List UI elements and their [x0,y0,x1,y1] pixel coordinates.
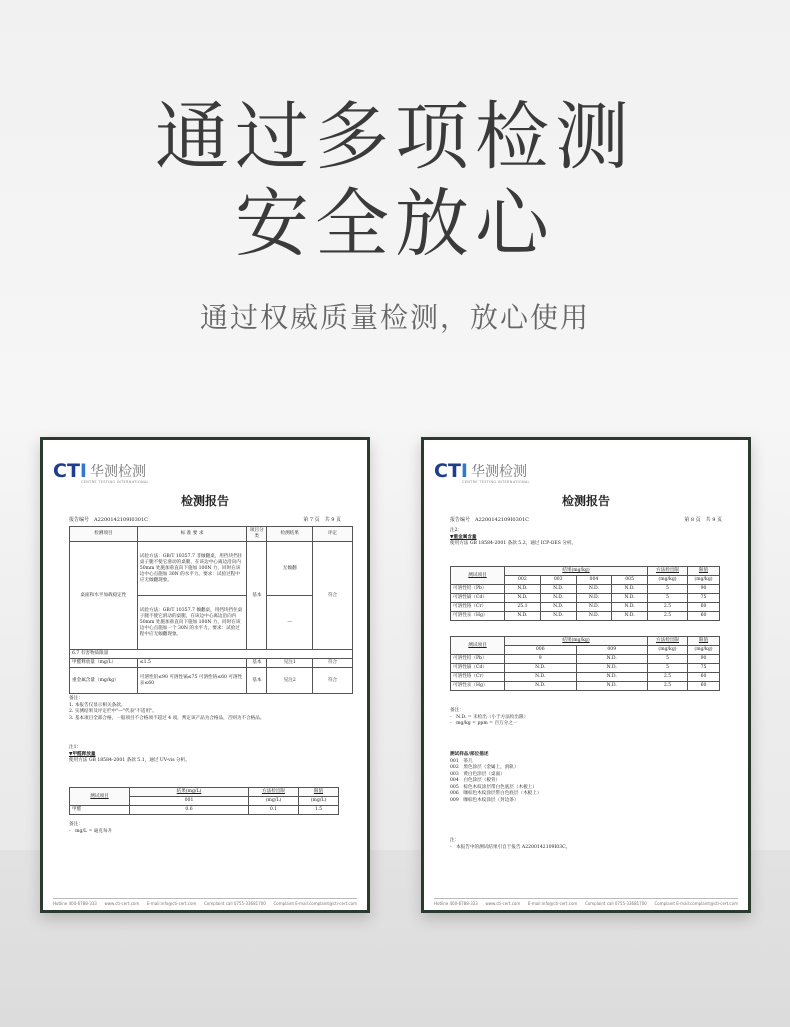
bottom-notes: 备注： - mg/L = 毫克每升 [69,822,113,834]
headline-line1: 通过多项检测 [155,94,635,180]
formaldehyde-table: 测试项目 结果(mg/L) 方法检出限 限值 001 (mg/L) (mg/L) 甲醛 0.6 0.1 1.5 [69,787,339,815]
report-sheet-left [40,437,370,913]
sample-descriptions: 测试样品/部位描述 001 茶几 002 黑色涂层（金属上，滑轨） 003 黄白色涂层（桌面） 004 白色涂层（板背） 005 棕色木纹涂层带白色底层（木板上） 006 咖棕色木纹涂层带白色底层（木板上） 009 咖棕色木纹涂层（封边条） [450,752,542,803]
note2-block: 注2： ▼重金属含量 使用方法 GB 18584-2001 条款 5.2，通过 ICP-OES 分析。 [450,528,577,546]
heavy-metal-table-1: 测试项目 结果(mg/kg) 方法检出限 限值 002 003 004 005 (mg/kg) (mg/kg) 可溶性铅（Pb） N.D. N.D. N.D. N.D. 5 90 可溶性镉（Cd） N.D. N.D. N.D. N.D. 5 75 可溶性铬（Cr） 25.1 N.D. N.D. N.D. 2.5 60 可溶性汞（Hg） N.D. N.D. N.D. N.D. 2.5 60 [450,566,720,621]
report-meta: 报告编号 A2200142109I0301C 第 8 页 共 9 页 [450,517,722,523]
report-footer: Hotline 400-6788-333 www.cti-cert.com E-mail:info@cti-cert.com Complaint call 0755-33681700 Complaint E-mail:complaint@cti-cert.com [53,898,357,906]
report-footer: Hotline 400-6788-333 www.cti-cert.com E-mail:info@cti-cert.com Complaint call 0755-33681700 Complaint E-mail:complaint@cti-cert.com [434,898,738,906]
standards-table: 检测项目 标 准 要 求 项目分类 检测结果 评定 桌面和水平加载稳定性 试验方法：GB/T 10357.7 非倾翻桌，用挡块挡住桌子腿不使它滑动的桌腿，在该边中心离边沿向内 50mm 处施加垂直向下施加 100N 力，同时在该边中心点施加 30N 的水平力。要求：试验过程中应无倾翻现象。 基本 无倾翻 符合 试验方法：GB/T 10357.7 倾翻桌，用挡块挡住桌子腿不使它滑动的桌腿，在该边中心离边沿向内 50mm 处施加垂直向下施加 100N 力，同时在该边中心点施加一个 30N 的水平力。要求：试验过程中应无倾翻现象。 — 6.7 有害物质限量 甲醛释放量（mg/L） ≤1.5 基本 见注1 符合 重金属含量（mg/kg） 可溶性铅≤90 可溶性镉≤75 可溶性铬≤60 可溶性汞≤60 基本 见注2 符合 [69,526,353,694]
cti-logo: CTI 华测检测 CENTRE TESTING INTERNATIONAL [434,460,530,484]
remarks: 备注： 1. 本报告仅显示相关条款。 2. 实测结果及评定栏中"—"代表"不适用"。 3. 基本项目全部合格，一般项目不合格项不超过 4 项，判定该产品为合格品，否则为不合格品。 [69,696,265,721]
report-title: 检测报告 [561,494,610,508]
report-meta: 报告编号 A2200142109I0301C 第 7 页 共 9 页 [69,517,341,523]
table-notes: 备注： - N.D. = 未检出（小于方法检出限） - mg/kg = ppm = 百万分之一 [450,708,529,726]
cti-logo: CTI 华测检测 CENTRE TESTING INTERNATIONAL [53,460,149,484]
report-sheet-right [421,437,751,913]
headline-line2: 安全放心 [235,181,555,267]
heavy-metal-table-2: 测试项目 结果(mg/kg) 方法检出限 限值 006 009 (mg/kg) (mg/kg) 可溶性铅（Pb） 9 N.D. 5 90 可溶性镉（Cd） N.D. N.D. 5 75 可溶性铬（Cr） N.D. N.D. 2.5 60 可溶性汞（Hg） N.D. N.D. 2.5 60 [450,636,720,691]
report-title: 检测报告 [180,494,229,508]
note1-block: 注1： ▼甲醛释放量 使用方法 GB 18584-2001 条款 5.1，通过 UV-vis 分析。 [69,745,190,763]
headline-subtitle: 通过权威质量检测，放心使用 [199,301,590,334]
end-notes: 注： - 本报告中的测试结果引自于报告 A2200142109I03C。 [450,838,571,850]
